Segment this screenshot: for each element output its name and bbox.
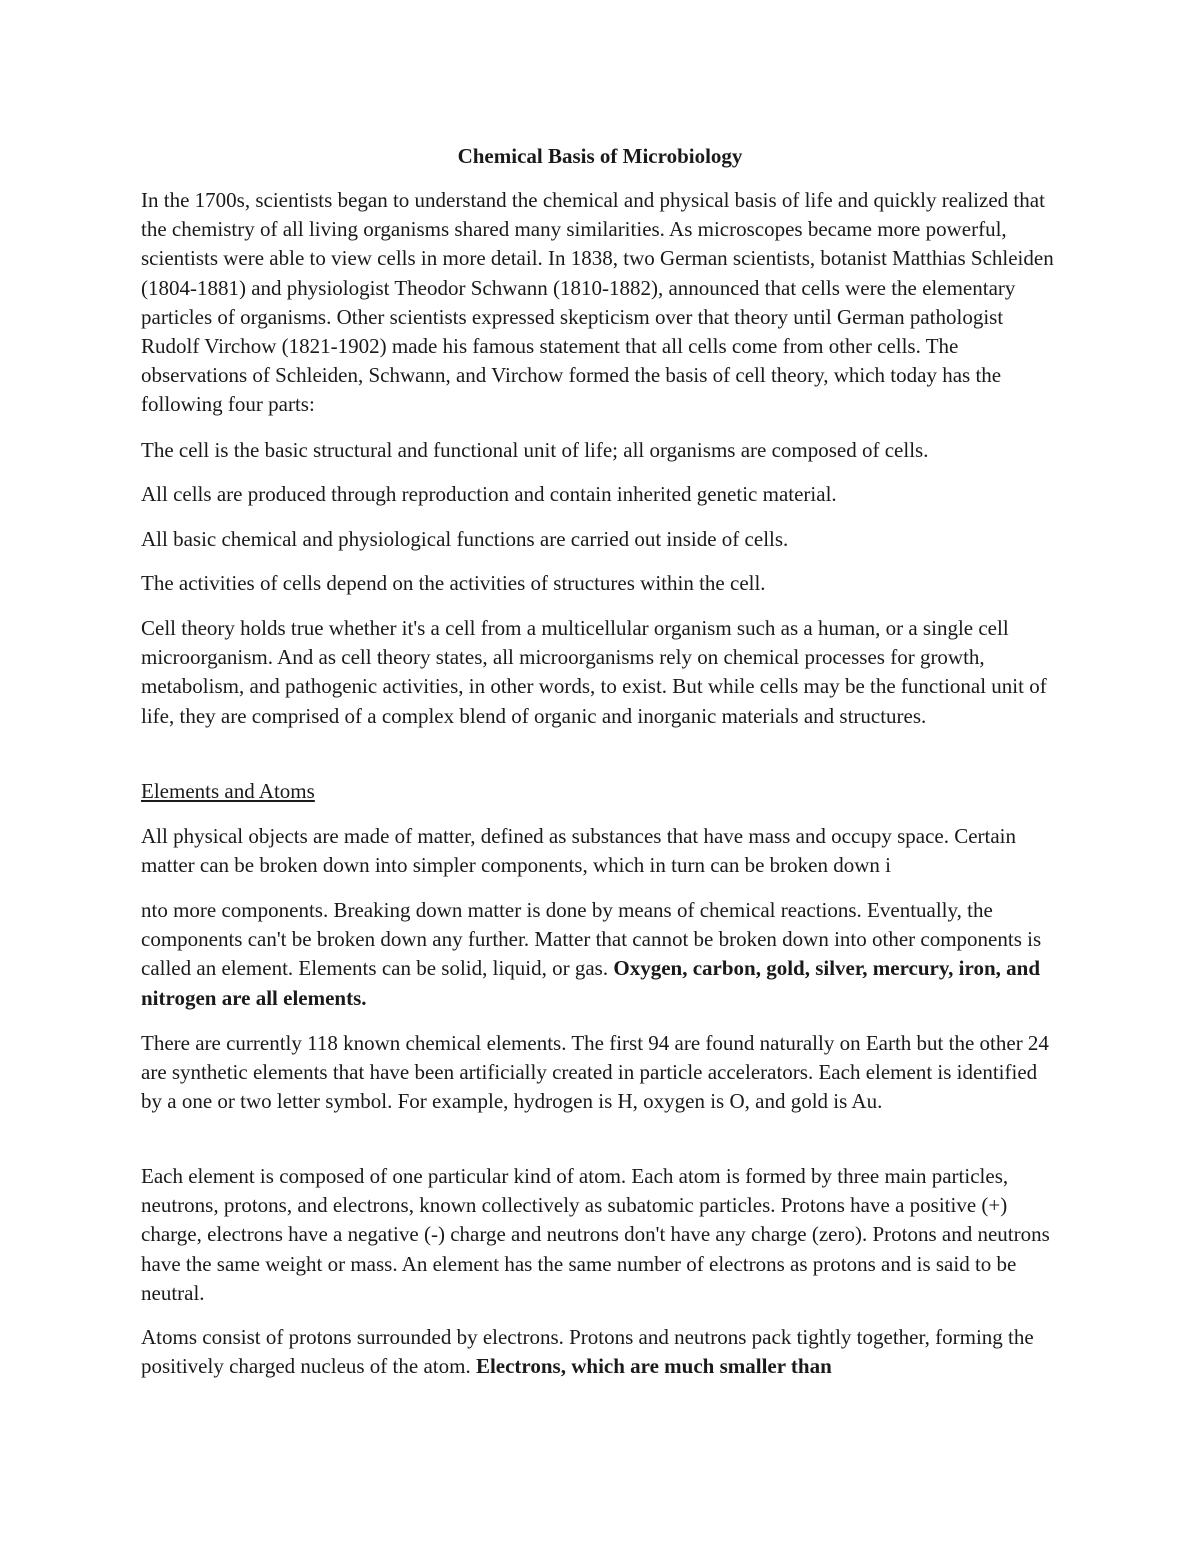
document-title: Chemical Basis of Microbiology: [457, 144, 743, 168]
cell-theory-paragraph: Cell theory holds true whether it's a cell from a multicellular organism such as a human, or a single cell microorganism. And as cell theory states, all microorganisms rely on chemical processes for growth, metabolism, and pathogenic activities, in other words, to exist. But while cells may be the functional unit of life, they are comprised of a complex blend of organic and inorganic materials and structures.: [141, 616, 1047, 728]
nucleus-paragraph-text: Atoms consist of protons surrounded by electrons. Protons and neutrons pack tightly together, forming the positively charged nucleus of the atom.: [141, 1325, 1034, 1379]
cell-theory-tenet-2: All cells are produced through reproduction and contain inherited genetic material.: [141, 482, 837, 506]
nucleus-paragraph-bold: Electrons, which are much smaller than: [475, 1354, 832, 1379]
cell-theory-tenet-1: The cell is the basic structural and functional unit of life; all organisms are composed of cells.: [141, 438, 929, 462]
atom-paragraph: Each element is composed of one particular kind of atom. Each atom is formed by three main particles, neutrons, protons, and electrons, known collectively as subatomic particles. Protons have a positive (+) charge, electrons have a negative (-) charge and neutrons don't have any charge (zero). Protons and neutrons have the same weight or mass. An element has the same number of electrons as protons and is said to be neutral.: [141, 1164, 1050, 1305]
cell-theory-tenet-3: All basic chemical and physiological functions are carried out inside of cells.: [141, 527, 789, 551]
elements-paragraph: There are currently 118 known chemical elements. The first 94 are found naturally on Earth but the other 24 are synthetic elements that have been artificially created in particle accelerators. Each element is identified by a one or two letter symbol. For example, hydrogen is H, oxygen is O, and gold is Au.: [141, 1031, 1049, 1114]
cell-theory-tenet-4: The activities of cells depend on the activities of structures within the cell.: [141, 571, 766, 595]
matter-paragraph-text: nto more components. Breaking down matter is done by means of chemical reactions. Eventually, the components can't be broken down any further. Matter that cannot be broken down into other components is called an element. Elements can be solid, liquid, or gas.: [141, 898, 1042, 981]
matter-paragraph-bold: Oxygen, carbon, gold, silver, mercury, iron, and nitrogen are all elements.: [141, 956, 1040, 1010]
intro-paragraph: In the 1700s, scientists began to understand the chemical and physical basis of life and quickly realized that the chemistry of all living organisms shared many similarities. As microscopes became more powerful, scientists were able to view cells in more detail. In 1838, two German scientists, botanist Matthias Schleiden (1804-1881) and physiologist Theodor Schwann (1810-1882), announced that cells were the elementary particles of organisms. Other scientists expressed skepticism over that theory until German pathologist Rudolf Virchow (1821-1902) made his famous statement that all cells come from other cells. The observations of Schleiden, Schwann, and Virchow formed the basis of cell theory, which today has the following four parts:: [141, 188, 1054, 417]
matter-paragraph-part2: [141, 896, 1061, 1013]
section-heading-text: Elements and Atoms: [141, 779, 315, 803]
section-heading: [141, 777, 1061, 806]
nucleus-paragraph: [141, 1323, 1061, 1381]
matter-paragraph-part1: All physical objects are made of matter, defined as substances that have mass and occupy space. Certain matter can be broken down into simpler components, which in turn can be broken down i: [141, 824, 1017, 878]
